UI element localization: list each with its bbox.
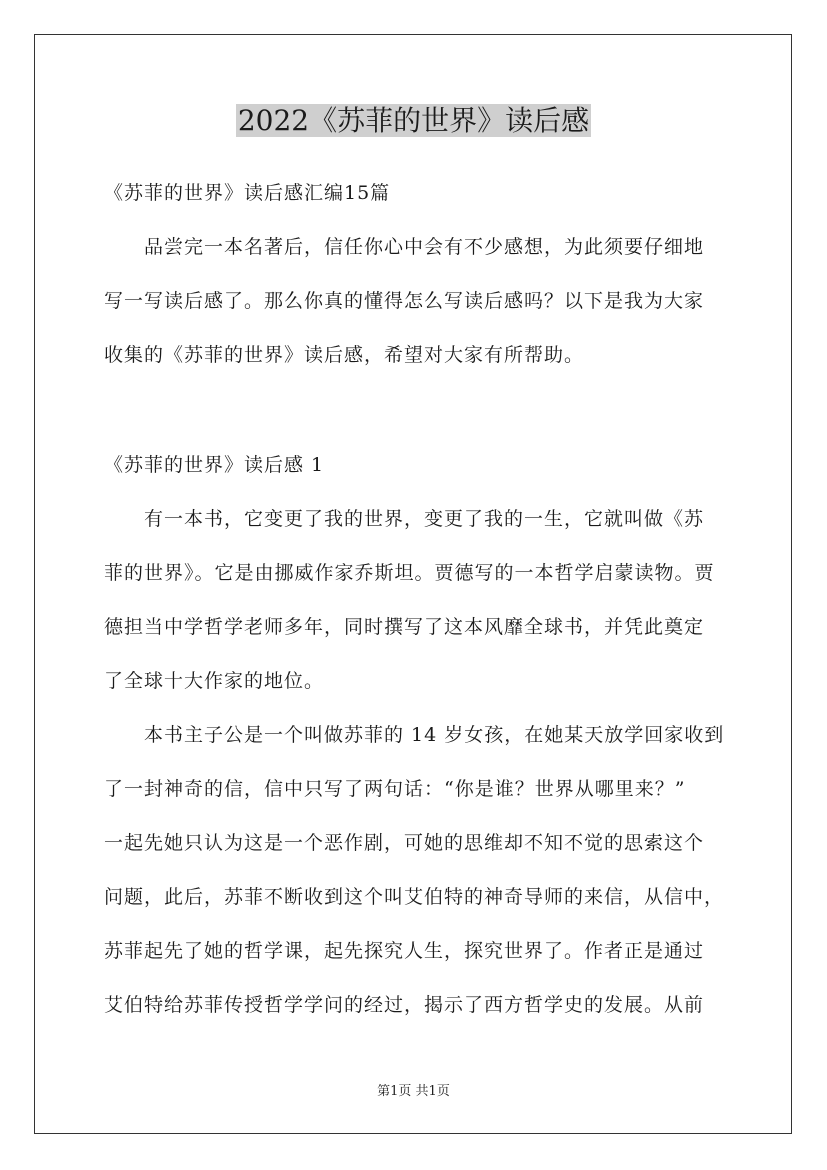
paragraph2-line-6: 艾伯特给苏菲传授哲学学问的经过，揭示了西方哲学史的发展。从前	[104, 994, 705, 1016]
intro-line-1: 品尝完一本名著后，信任你心中会有不少感想，为此须要仔细地	[144, 236, 705, 258]
paragraph1-line-3: 德担当中学哲学老师多年，同时撰写了这本风靡全球书，并凭此奠定	[104, 616, 705, 638]
paragraph2-line-3: 一起先她只认为这是一个恶作剧，可她的思维却不知不觉的思索这个	[104, 832, 705, 854]
intro-line-3: 收集的《苏菲的世界》读后感，希望对大家有所帮助。	[104, 344, 585, 366]
paragraph2-line-5: 苏菲起先了她的哲学课，起先探究人生，探究世界了。作者正是通过	[104, 940, 705, 962]
paragraph1-line-2: 菲的世界》。它是由挪威作家乔斯坦。贾德写的一本哲学启蒙读物。贾	[104, 562, 715, 584]
document-title-text: 2022《苏菲的世界》读后感	[237, 104, 590, 137]
paragraph2-line-4: 问题，此后，苏菲不断收到这个叫艾伯特的神奇导师的来信，从信中，	[104, 886, 725, 908]
document-title	[0, 101, 827, 141]
document-subtitle: 《苏菲的世界》读后感汇编15篇	[104, 182, 391, 204]
intro-line-2: 写一写读后感了。那么你真的懂得怎么写读后感吗？以下是我为大家	[104, 290, 705, 312]
paragraph1-line-4: 了全球十大作家的地位。	[104, 670, 325, 692]
paragraph2-line-1: 本书主子公是一个叫做苏菲的 14 岁女孩，在她某天放学回家收到	[144, 724, 725, 746]
paragraph1-line-1: 有一本书，它变更了我的世界，变更了我的一生，它就叫做《苏	[144, 508, 705, 530]
page-footer: 第1页 共1页	[377, 1084, 450, 1099]
section-heading: 《苏菲的世界》读后感 1	[104, 454, 325, 476]
paragraph2-line-2: 了一封神奇的信，信中只写了两句话：“你是谁？世界从哪里来？”	[104, 778, 686, 800]
